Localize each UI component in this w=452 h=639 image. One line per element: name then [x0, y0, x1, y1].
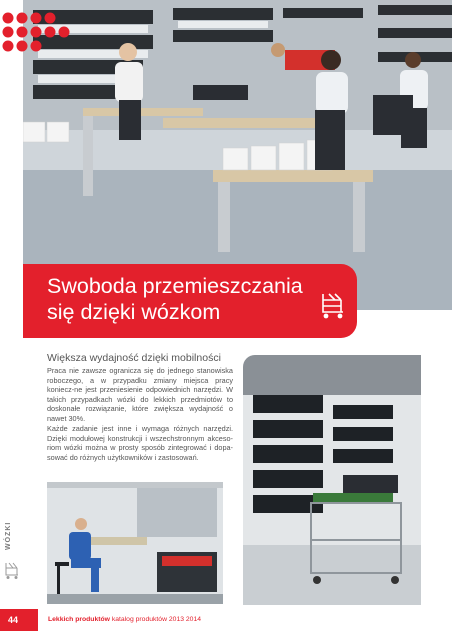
paragraph-2: Każde zadanie jest inne i wymaga różnych narzędzi. Dzięki modułowej konstrukcji i wszechstronnym akceso-riom wózki można w prosty sposób zintegrować i dopa-sować do różnych użytkowników i zastosowań.	[47, 424, 233, 462]
footer-caption	[48, 616, 201, 623]
page-number: 44	[0, 609, 38, 631]
paragraph-1: Praca nie zawsze ogranicza się do jednego stanowiska roboczego, a w przypadku zmiany miejsca pracy koniecz-ne jest przeniesienie odpowiednich narzędzi. W takich przypadkach wózki do lekkich przedmiotów to doskonałe rozwiązanie, które zwiększa wydajność o nawet 30%.	[47, 366, 233, 423]
lead-heading: Większa wydajność dzięki mobilności	[47, 352, 221, 364]
trolley-icon	[319, 290, 349, 320]
dot-pattern	[0, 10, 80, 60]
workbench-photo	[47, 482, 223, 604]
page-title: Swoboda przemieszczania się dzięki wózkom	[47, 274, 303, 324]
footer-brand: Lekkich produktów	[48, 616, 110, 623]
title-banner	[23, 264, 357, 338]
trolley-photo	[243, 355, 421, 605]
footer-catalog: katalog produktów 2013 2014	[111, 616, 202, 623]
section-label-text: WÓZKI	[5, 521, 12, 550]
trolley-outline-icon	[3, 560, 21, 580]
